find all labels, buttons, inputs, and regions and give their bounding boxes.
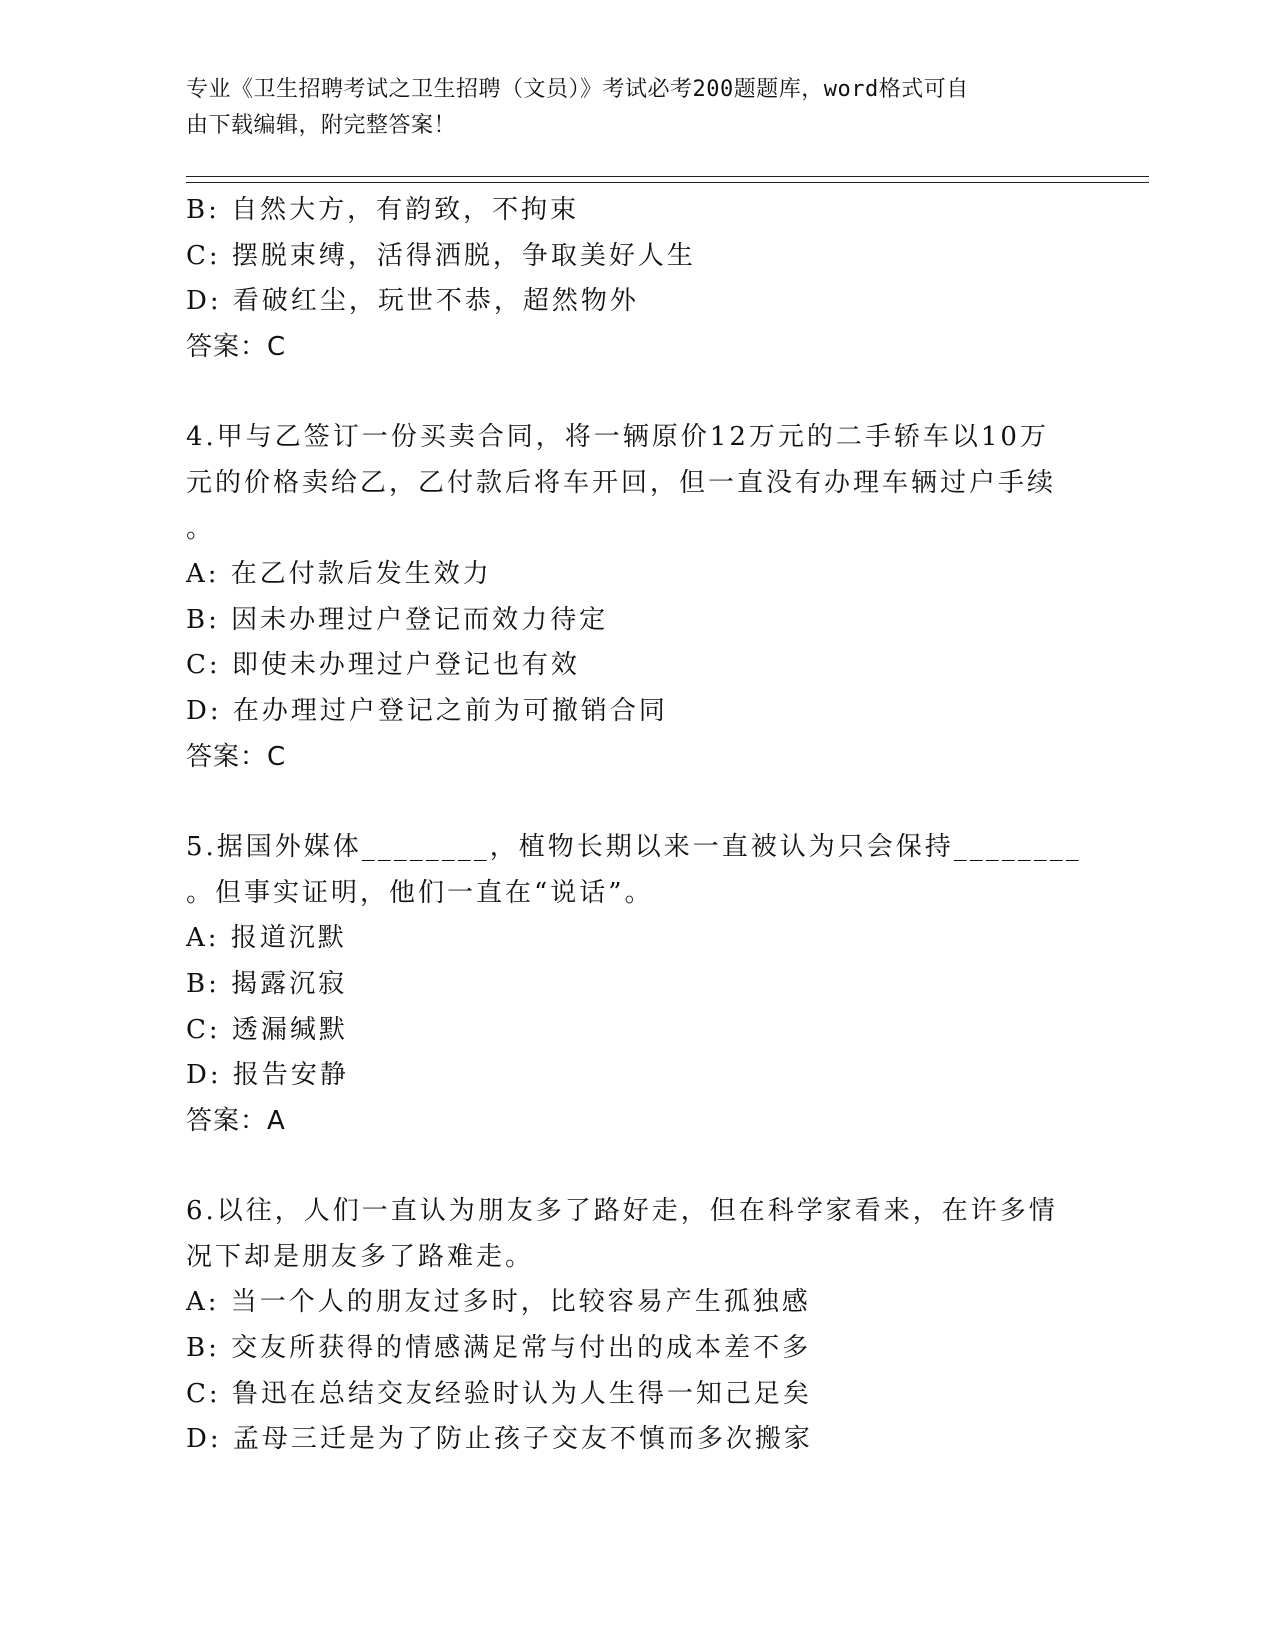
option-b: B: 交友所获得的情感满足常与付出的成本差不多 — [186, 1333, 812, 1364]
document-header — [186, 72, 1066, 144]
answer-text: 答案：C — [186, 331, 287, 362]
option-c: C: 摆脱束缚，活得洒脱，争取美好人生 — [186, 240, 696, 271]
option-d: D: 孟母三迁是为了防止孩子交友不慎而多次搬家 — [186, 1424, 813, 1455]
option-c: C: 鲁迅在总结交友经验时认为人生得一知己足矣 — [186, 1378, 812, 1409]
option-d: D: 看破红尘，玩世不恭，超然物外 — [186, 286, 639, 317]
answer-text: 答案：A — [186, 1105, 286, 1136]
question-stem: 6.以往，人们一直认为朋友多了路好走，但在科学家看来，在许多情 — [186, 1196, 1058, 1227]
question-stem: 5.据国外媒体________，植物长期以来一直被认为只会保持________ — [186, 832, 1082, 863]
question-3-continued — [186, 188, 1066, 370]
option-a: A: 在乙付款后发生效力 — [186, 559, 492, 590]
option-a: A: 报道沉默 — [186, 923, 347, 954]
question-stem: 。 — [186, 513, 216, 544]
option-b: B: 自然大方，有韵致，不拘束 — [186, 195, 580, 225]
option-d: D: 在办理过户登记之前为可撤销合同 — [186, 695, 668, 726]
option-b: B: 因未办理过户登记而效力待定 — [186, 604, 609, 635]
question-4 — [186, 415, 1066, 780]
question-stem: 。但事实证明，他们一直在“说话”。 — [186, 877, 654, 908]
header-divider-bottom — [186, 182, 1149, 183]
header-line-1: 专业《卫生招聘考试之卫生招聘（文员）》考试必考200题题库，word格式可自 — [186, 77, 969, 102]
question-list — [186, 188, 1082, 1463]
option-d: D: 报告安静 — [186, 1060, 349, 1091]
answer-text: 答案：C — [186, 741, 287, 772]
question-stem: 况下却是朋友多了路难走。 — [186, 1241, 535, 1272]
option-a: A: 当一个人的朋友过多时，比较容易产生孤独感 — [186, 1287, 811, 1318]
question-5 — [186, 825, 1082, 1144]
header-line-2: 由下载编辑，附完整答案！ — [186, 113, 457, 138]
option-c: C: 透漏缄默 — [186, 1014, 348, 1045]
question-6 — [186, 1189, 1066, 1463]
option-b: B: 揭露沉寂 — [186, 968, 348, 999]
question-stem: 4.甲与乙签订一份买卖合同，将一辆原价12万元的二手轿车以10万 — [186, 422, 1049, 453]
option-c: C: 即使未办理过户登记也有效 — [186, 650, 580, 681]
question-stem: 元的价格卖给乙，乙付款后将车开回，但一直没有办理车辆过户手续 — [186, 467, 1057, 498]
header-divider-top — [186, 176, 1149, 177]
